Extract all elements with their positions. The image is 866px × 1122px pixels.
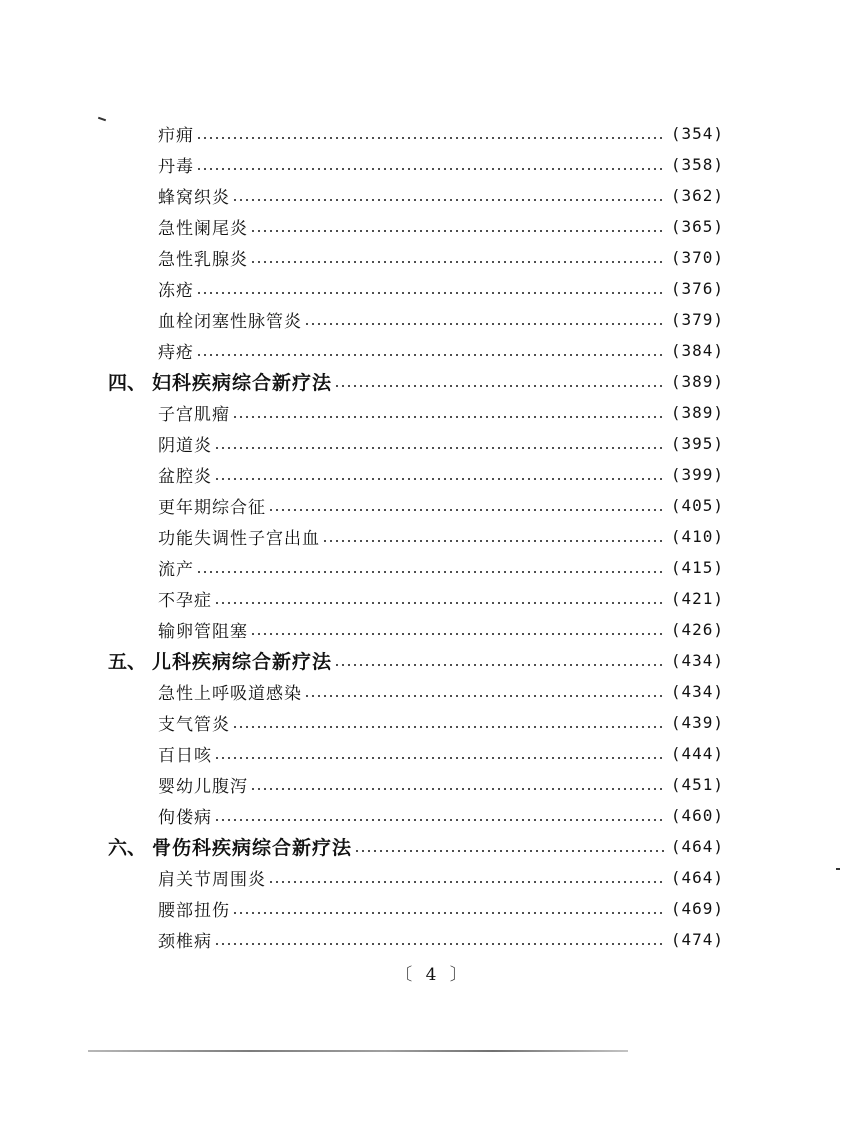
dot-leader — [196, 168, 665, 170]
dot-leader — [214, 757, 665, 759]
dot-leader — [268, 509, 665, 511]
entry-title: 流产 — [158, 560, 194, 580]
dot-leader — [196, 292, 665, 294]
entry-title: 腰部扭伤 — [158, 901, 230, 921]
toc-entry-row — [158, 428, 724, 459]
page-reference: (439) — [670, 713, 724, 732]
toc-entry-row — [158, 273, 724, 304]
dot-leader — [214, 943, 665, 945]
dot-leader — [304, 695, 665, 697]
entry-title: 子宫肌瘤 — [158, 405, 230, 425]
toc-entry-row — [158, 180, 724, 211]
entry-title: 输卵管阻塞 — [158, 622, 248, 642]
entry-title: 冻疮 — [158, 281, 194, 301]
entry-title: 更年期综合征 — [158, 498, 266, 518]
entry-title: 蜂窝织炎 — [158, 188, 230, 208]
toc-section-row — [108, 831, 724, 862]
toc-entry-row — [158, 397, 724, 428]
dot-leader — [334, 664, 665, 666]
toc-entry-row — [158, 769, 724, 800]
page-reference: (444) — [670, 744, 724, 763]
page-reference: (354) — [670, 124, 724, 143]
page-reference: (434) — [670, 682, 724, 701]
toc-section-row — [108, 366, 724, 397]
dot-leader — [232, 726, 665, 728]
page-reference: (474) — [670, 930, 724, 949]
page-reference: (365) — [670, 217, 724, 236]
dot-leader — [250, 788, 665, 790]
dot-leader — [268, 881, 665, 883]
section-number: 六、 — [108, 837, 147, 859]
toc-entry-row — [158, 676, 724, 707]
dot-leader — [250, 633, 665, 635]
scan-speck — [836, 868, 840, 870]
section-number: 五、 — [108, 651, 147, 673]
page-reference: (384) — [670, 341, 724, 360]
page-reference: (464) — [670, 868, 724, 887]
entry-title: 支气管炎 — [158, 715, 230, 735]
dot-leader — [214, 478, 665, 480]
scan-speck — [98, 117, 106, 122]
dot-leader — [250, 261, 665, 263]
page-reference: (421) — [670, 589, 724, 608]
section-number: 四、 — [108, 372, 147, 394]
toc-entry-row — [158, 707, 724, 738]
dot-leader — [354, 850, 665, 852]
dot-leader — [232, 199, 665, 201]
entry-title: 痔疮 — [158, 343, 194, 363]
page-reference: (399) — [670, 465, 724, 484]
entry-title: 功能失调性子宫出血 — [158, 529, 320, 549]
toc-entry-row — [158, 490, 724, 521]
entry-title: 百日咳 — [158, 746, 212, 766]
dot-leader — [304, 323, 665, 325]
toc-entry-row — [158, 738, 724, 769]
dot-leader — [250, 230, 665, 232]
dot-leader — [196, 137, 665, 139]
entry-title: 盆腔炎 — [158, 467, 212, 487]
toc-entry-row — [158, 521, 724, 552]
dot-leader — [196, 354, 665, 356]
entry-title: 阴道炎 — [158, 436, 212, 456]
toc-entry-row — [158, 211, 724, 242]
dot-leader — [214, 602, 665, 604]
entry-title: 丹毒 — [158, 157, 194, 177]
dot-leader — [334, 385, 665, 387]
entry-title: 颈椎病 — [158, 932, 212, 952]
toc-entry-row — [158, 304, 724, 335]
toc-entry-row — [158, 800, 724, 831]
page-reference: (362) — [670, 186, 724, 205]
page-reference: (370) — [670, 248, 724, 267]
section-title: 妇科疾病综合新疗法 — [152, 372, 333, 394]
dot-leader — [322, 540, 665, 542]
entry-title: 急性乳腺炎 — [158, 250, 248, 270]
entry-title: 佝偻病 — [158, 808, 212, 828]
toc-section-row — [108, 645, 724, 676]
entry-title: 急性阑尾炎 — [158, 219, 248, 239]
toc-entry-row — [158, 242, 724, 273]
toc-entry-row — [158, 614, 724, 645]
section-title: 儿科疾病综合新疗法 — [152, 651, 333, 673]
toc-entry-row — [158, 893, 724, 924]
entry-title: 急性上呼吸道感染 — [158, 684, 302, 704]
dot-leader — [196, 571, 665, 573]
toc-entry-row — [158, 335, 724, 366]
entry-title: 疖痈 — [158, 126, 194, 146]
entry-title: 肩关节周围炎 — [158, 870, 266, 890]
dot-leader — [214, 447, 665, 449]
page-reference: (451) — [670, 775, 724, 794]
toc-entry-row — [158, 862, 724, 893]
page-reference: (469) — [670, 899, 724, 918]
dot-leader — [232, 416, 665, 418]
toc-entry-row — [158, 552, 724, 583]
page-reference: (426) — [670, 620, 724, 639]
entry-title: 不孕症 — [158, 591, 212, 611]
page-reference: (358) — [670, 155, 724, 174]
page-reference: (415) — [670, 558, 724, 577]
scan-artifact-line — [88, 1050, 628, 1052]
page-reference: (405) — [670, 496, 724, 515]
toc-entry-row — [158, 149, 724, 180]
toc-entry-row — [158, 924, 724, 955]
page-reference: (464) — [670, 837, 724, 856]
dot-leader — [214, 819, 665, 821]
page-reference: (389) — [670, 372, 724, 391]
toc-entry-row — [158, 118, 724, 149]
page-reference: (395) — [670, 434, 724, 453]
entry-title: 婴幼儿腹泻 — [158, 777, 248, 797]
page-reference: (379) — [670, 310, 724, 329]
section-title: 骨伤科疾病综合新疗法 — [152, 837, 353, 859]
page-reference: (376) — [670, 279, 724, 298]
dot-leader — [232, 912, 665, 914]
page-reference: (410) — [670, 527, 724, 546]
page-reference: (434) — [670, 651, 724, 670]
toc-entry-row — [158, 583, 724, 614]
page-reference: (389) — [670, 403, 724, 422]
entry-title: 血栓闭塞性脉管炎 — [158, 312, 302, 332]
toc-entry-row — [158, 459, 724, 490]
page-number: 〔 4 〕 — [395, 965, 471, 985]
page-reference: (460) — [670, 806, 724, 825]
